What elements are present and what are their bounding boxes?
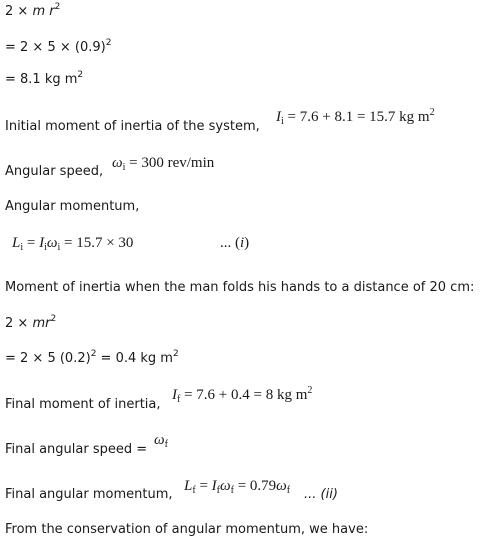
folded-hands-heading: Moment of inertia when the man folds his hands to a distance of 20 cm:	[5, 280, 475, 295]
initial-moment-label: Initial moment of inertia of the system,	[5, 119, 260, 134]
expr-result-initial: = 8.1 kg $m^2$	[5, 70, 84, 87]
angular-speed-label: Angular speed,	[5, 164, 104, 179]
expr-result-final: = 2 × 5 $(0.2)^2 = 0.4$ kg $m^2$	[5, 349, 179, 366]
final-angular-speed-symbol: $\omega_f$	[154, 432, 168, 450]
final-moment-label: Final moment of inertia,	[5, 397, 161, 412]
equation-tag-ii: ... (ii)	[304, 487, 338, 502]
equation-tag-i: ... (i)	[220, 235, 250, 251]
angular-momentum-label: Angular momentum,	[5, 199, 140, 214]
final-angular-momentum-equation: $L_f = I_f\omega_f = 0.79\omega_f$	[184, 478, 291, 496]
final-angular-speed-label: Final angular speed =	[5, 442, 148, 457]
expr-substitution-initial: = $2 \times 5 \times (0.9)^2$	[5, 38, 112, 55]
final-moment-equation: $I_f = 7.6 + 0.4 = 8$ kg $m^2$	[172, 385, 313, 405]
conservation-statement: From the conservation of angular momentum, we have:	[5, 522, 369, 537]
expr-2mr2: 2 × m $r^2$	[5, 2, 61, 19]
final-angular-momentum-label: Final angular momentum,	[5, 487, 173, 502]
initial-moment-equation: $I_i = 7.6 + 8.1 = 15.7$ kg $m^2$	[276, 107, 435, 127]
expr-2mr2-final: $2 \times mr^2$	[5, 314, 57, 331]
initial-angular-momentum-equation: $L_i = I_i\omega_i = 15.7 \times 30$	[12, 235, 134, 253]
angular-speed-equation: $\omega_i = 300$ rev/min	[112, 155, 215, 173]
